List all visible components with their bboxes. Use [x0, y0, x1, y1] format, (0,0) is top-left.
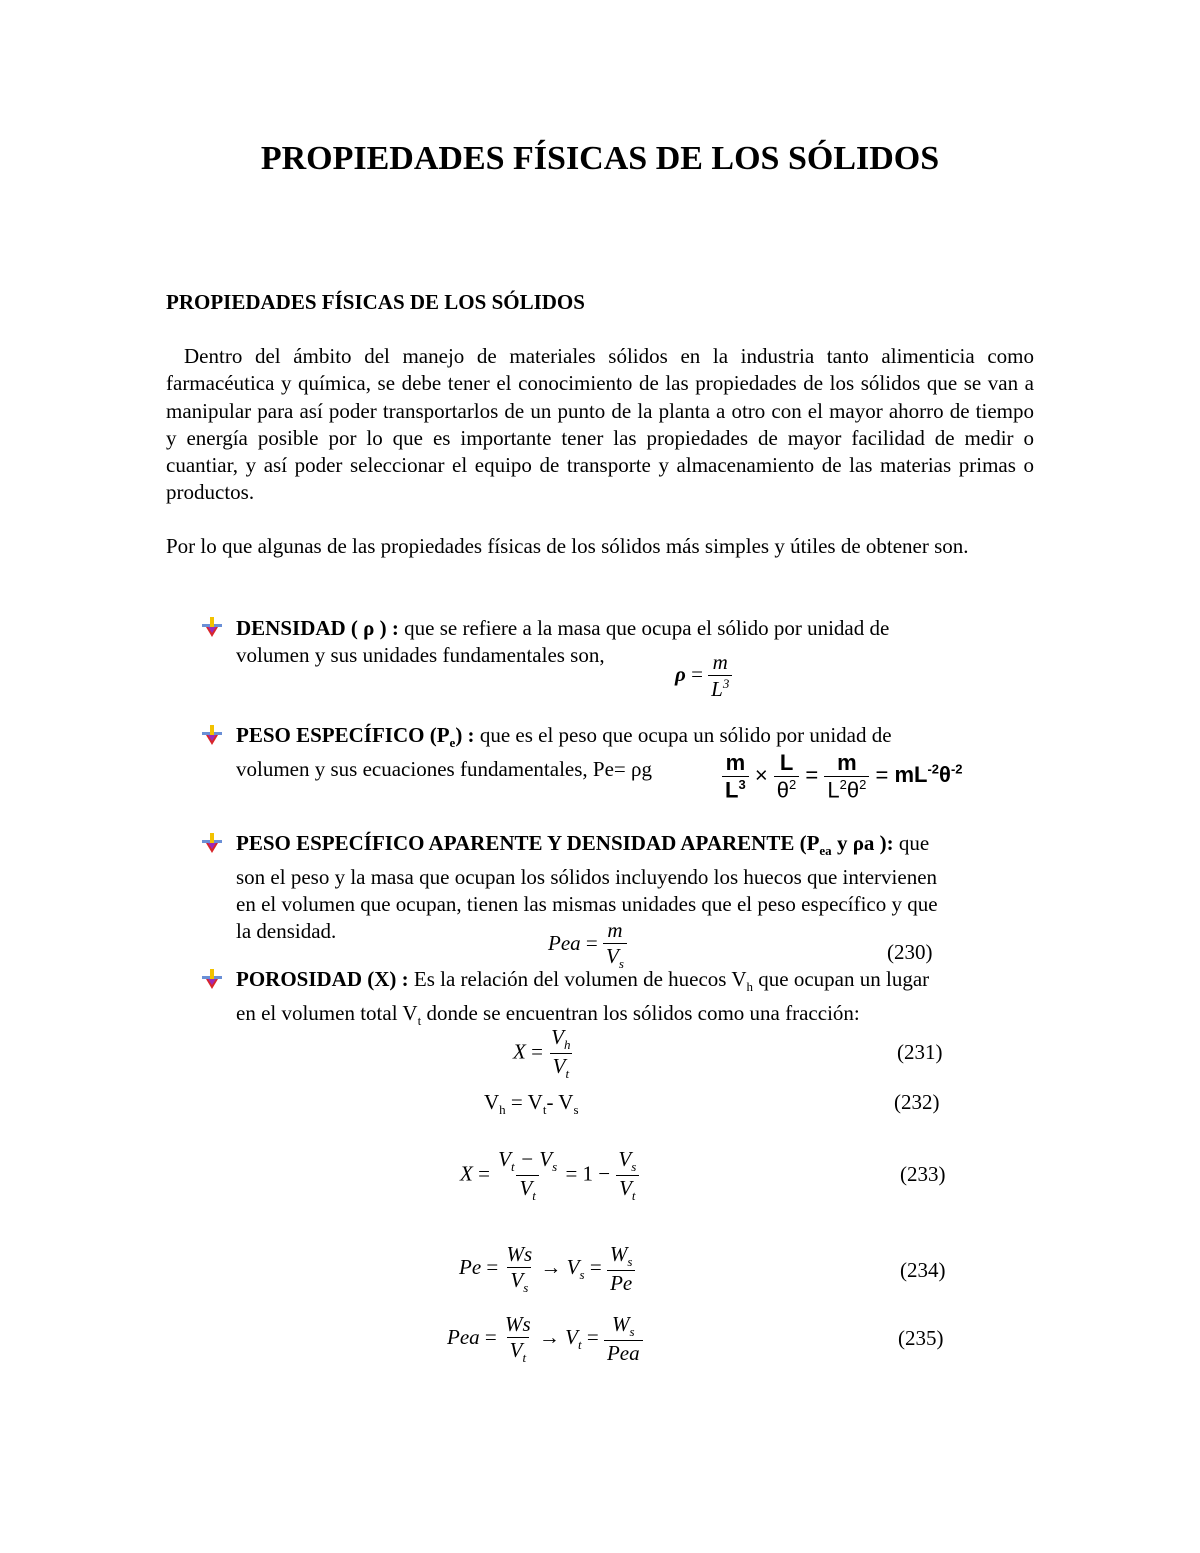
- eq235-num2-base: W: [612, 1312, 630, 1336]
- aparente-label-text: PESO ESPECÍFICO APARENTE Y DENSIDAD APARENTE (P: [236, 831, 820, 855]
- f3-den-b: θ: [846, 777, 860, 803]
- eq235-mid-sub: t: [578, 1337, 582, 1353]
- equation-number-235: (235): [898, 1326, 944, 1350]
- peso-label: [236, 723, 475, 751]
- eq234-num2-sub: s: [627, 1254, 633, 1270]
- formula-equals: =: [585, 930, 598, 955]
- porosidad-text2b: donde se encuentran los sólidos como una fracción:: [421, 1001, 860, 1026]
- eq234-fraction-2: [607, 1242, 636, 1296]
- eq234-num2: [607, 1242, 636, 1270]
- fraction-m-over-l3: [708, 650, 732, 702]
- bullet-densidad: [236, 615, 1034, 669]
- aparente-text2: son el peso y la masa que ocupan los sólidos incluyendo los huecos que intervienen: [236, 865, 938, 890]
- eq234-equals-2: =: [589, 1254, 602, 1279]
- f1-den-base: L: [725, 777, 739, 803]
- eq235-fraction-1: [502, 1312, 534, 1366]
- arrow-down-bullet-icon: [202, 725, 222, 747]
- equation-number-233: (233): [900, 1162, 946, 1186]
- eq233-num-a-sub: t: [511, 1159, 515, 1175]
- bullet-porosidad: [236, 966, 1034, 1034]
- f3-den-a-exp: 2: [839, 777, 847, 792]
- aparente-text4: la densidad.: [236, 919, 337, 944]
- fraction-l-over-theta2: [774, 750, 799, 803]
- eq234-lhs: Pe: [459, 1254, 482, 1279]
- aparente-text3: en el volumen que ocupan, tienen las mismas unidades que el peso específico y que: [236, 892, 938, 917]
- times-sign: ×: [754, 762, 768, 788]
- eq232-a-sub: h: [499, 1102, 506, 1118]
- eq231-num-sub: h: [564, 1037, 571, 1053]
- eq233-equals-2: = 1 −: [565, 1161, 611, 1186]
- den-base: V: [606, 944, 619, 968]
- eq234-fraction-1: [504, 1242, 536, 1296]
- second-paragraph: Por lo que algunas de las propiedades físicas de los sólidos más simples y útiles de obtener son.: [166, 534, 969, 558]
- f3-num: m: [837, 750, 857, 775]
- formula-equals-2: =: [875, 762, 889, 788]
- formula-equals: =: [805, 762, 819, 788]
- porosidad-text2-sub: t: [417, 1013, 422, 1029]
- eq235-den: [507, 1337, 529, 1366]
- bullet-densidad-line1: [236, 615, 1034, 642]
- aparente-label: [236, 831, 894, 859]
- eq235-mid-base: V: [565, 1324, 578, 1349]
- eq235-mid: [565, 1324, 582, 1353]
- eq233-fraction-2: [615, 1147, 639, 1204]
- eq233-den2: [616, 1175, 638, 1204]
- equation-235: [447, 1312, 643, 1366]
- f1-num: m: [725, 750, 746, 775]
- aparente-text1: que: [893, 831, 930, 855]
- formula-lhs: Pea: [548, 930, 581, 955]
- eq231-den-sub: t: [565, 1066, 570, 1082]
- intro-paragraph: Dentro del ámbito del manejo de materiales sólidos en la industria tanto alimenticia como farmacéutica y química, se debe tener el conocimiento de las propiedades de los sólidos que se van a manipular para así poder transportarlos de un punto de la planta a otro con el mayor ahorro de tiempo y energía posible por lo que es importante tener las propiedades de mayor facilidad de medir o cuantiar, y así poder seleccionar el equipo de transporte y almacenamiento de las materias primas o productos.: [166, 344, 1034, 505]
- f3-den-a: L: [827, 777, 840, 803]
- eq233-den: [516, 1175, 538, 1204]
- aparente-line1: [236, 830, 1034, 864]
- eq231-lhs: X: [513, 1039, 526, 1064]
- arrow-down-bullet-icon: [202, 617, 222, 639]
- eq234-den-base: V: [510, 1268, 524, 1292]
- fraction-denominator: [708, 675, 732, 702]
- eq235-num2-sub: s: [629, 1324, 635, 1340]
- f1-den: [722, 776, 749, 803]
- eq232-minus: - V: [546, 1090, 574, 1114]
- equation-231: [513, 1025, 574, 1082]
- equation-number-234: (234): [900, 1258, 946, 1282]
- densidad-formula: [675, 650, 732, 702]
- arrow-down-bullet-icon: [202, 833, 222, 855]
- eq231-fraction: [548, 1025, 573, 1082]
- equation-233: [460, 1147, 639, 1204]
- eq231-den: [550, 1053, 572, 1082]
- eq234-mid: [566, 1254, 585, 1283]
- right-arrow-icon: →: [538, 1324, 560, 1349]
- fraction-numerator: m: [607, 918, 623, 942]
- eq233-den-sub: t: [532, 1188, 536, 1204]
- aparente-label-sub: ea: [819, 843, 832, 859]
- equation-number-231: (231): [897, 1040, 943, 1064]
- equation-number-232: (232): [894, 1090, 940, 1114]
- bullet-aparente: [236, 830, 1034, 945]
- arrow-down-bullet-icon: [202, 969, 222, 991]
- porosidad-text1a: Es la relación del volumen de huecos V: [408, 967, 747, 991]
- eq233-num: [495, 1147, 560, 1175]
- den-exp: 3: [722, 676, 730, 691]
- porosidad-text2a: en el volumen total V: [236, 1001, 418, 1026]
- result-b: θ: [939, 762, 951, 788]
- eq235-den-sub: t: [522, 1350, 527, 1366]
- aparente-formula: [548, 918, 627, 972]
- eq234-mid-base: V: [566, 1254, 580, 1279]
- result-exp: -2: [927, 762, 940, 778]
- eq234-den: [507, 1267, 531, 1296]
- eq233-den-base: V: [519, 1176, 533, 1201]
- den-base: L: [711, 677, 723, 701]
- formula-equals: =: [691, 661, 703, 686]
- eq235-equals-2: =: [586, 1324, 599, 1349]
- page-title: PROPIEDADES FÍSICAS DE LOS SÓLIDOS: [260, 140, 940, 177]
- section-heading: PROPIEDADES FÍSICAS DE LOS SÓLIDOS: [166, 290, 585, 314]
- eq234-mid-sub: s: [579, 1267, 585, 1283]
- fraction-numerator: m: [712, 650, 728, 674]
- eq235-lhs: Pea: [447, 1324, 480, 1349]
- porosidad-text1b: que ocupan un lugar: [753, 967, 930, 991]
- eq235-den-base: V: [509, 1338, 523, 1362]
- eq235-den2: Pea: [604, 1340, 643, 1366]
- eq231-den-base: V: [552, 1054, 566, 1079]
- f1-den-exp: 3: [738, 777, 746, 792]
- f3-den-b-exp: 2: [859, 777, 867, 792]
- eq232-c-sub: s: [573, 1102, 579, 1118]
- porosidad-text1-sub: h: [746, 979, 754, 995]
- eq233-num2-base: V: [618, 1147, 632, 1171]
- eq233-den2-sub: t: [631, 1188, 636, 1204]
- eq234-den2: Pe: [607, 1270, 635, 1296]
- eq233-den2-base: V: [619, 1176, 632, 1201]
- f3-den: [824, 776, 869, 803]
- eq234-num: Ws: [506, 1242, 533, 1266]
- peso-label-end: ) :: [455, 723, 475, 747]
- eq233-fraction-1: [495, 1147, 560, 1204]
- peso-text1: que es el peso que ocupa un sólido por unidad de: [474, 723, 892, 747]
- eq231-equals: =: [531, 1039, 543, 1064]
- equation-number-230: (230): [887, 940, 933, 964]
- eq235-fraction-2: [604, 1312, 643, 1366]
- fraction-m-over-l3: [722, 750, 749, 803]
- eq235-num2: [609, 1312, 638, 1340]
- f2-den-base: θ: [776, 777, 790, 803]
- result-b-exp: -2: [950, 762, 963, 778]
- peso-label-text: PESO ESPECÍFICO (P: [236, 723, 450, 747]
- equation-232: [484, 1090, 579, 1118]
- equation-234: [459, 1242, 635, 1296]
- aparente-label-end: y ρa ):: [831, 831, 894, 855]
- eq232-eq: = V: [505, 1090, 543, 1114]
- result-base: mL: [894, 762, 928, 788]
- eq233-num2: [615, 1147, 639, 1175]
- eq233-equals: =: [478, 1161, 490, 1186]
- porosidad-label: POROSIDAD (X) :: [236, 967, 409, 991]
- eq235-equals: =: [484, 1324, 497, 1349]
- eq233-num-a: V: [498, 1147, 511, 1171]
- eq231-num: [548, 1025, 573, 1053]
- eq233-num-b-sub: s: [552, 1159, 558, 1175]
- eq234-num2-base: W: [609, 1242, 628, 1266]
- eq231-num-base: V: [551, 1025, 564, 1049]
- eq235-num: Ws: [505, 1312, 531, 1336]
- peso-label-sub: e: [449, 735, 456, 751]
- eq233-minus: − V: [514, 1147, 553, 1171]
- f2-den-exp: 2: [789, 777, 797, 792]
- eq232-a: V: [484, 1090, 500, 1114]
- f2-num: L: [779, 750, 794, 775]
- porosidad-line1: [236, 966, 1034, 1000]
- peso-text2: volumen y sus ecuaciones fundamentales, Pe= ρg: [236, 757, 652, 782]
- eq232-b-sub: t: [542, 1102, 547, 1118]
- porosidad-line2: [236, 1000, 1034, 1034]
- f2-den: [774, 776, 799, 803]
- densidad-label: DENSIDAD ( ρ ) :: [236, 616, 399, 640]
- eq233-lhs: X: [460, 1161, 473, 1186]
- eq234-den-sub: s: [523, 1280, 529, 1296]
- eq234-equals: =: [486, 1254, 499, 1279]
- densidad-text2: volumen y sus unidades fundamentales son,: [236, 643, 605, 667]
- fraction-m-over-l2theta2: [824, 750, 869, 803]
- densidad-text1: que se refiere a la masa que ocupa el sólido por unidad de: [398, 616, 890, 640]
- eq233-num2-sub: s: [631, 1159, 637, 1175]
- peso-formula: [722, 750, 963, 803]
- formula-result: [894, 762, 962, 787]
- den-sub: s: [618, 956, 624, 972]
- right-arrow-icon: →: [540, 1254, 562, 1279]
- fraction-m-over-vs: [603, 918, 627, 972]
- formula-rho: ρ: [675, 661, 686, 686]
